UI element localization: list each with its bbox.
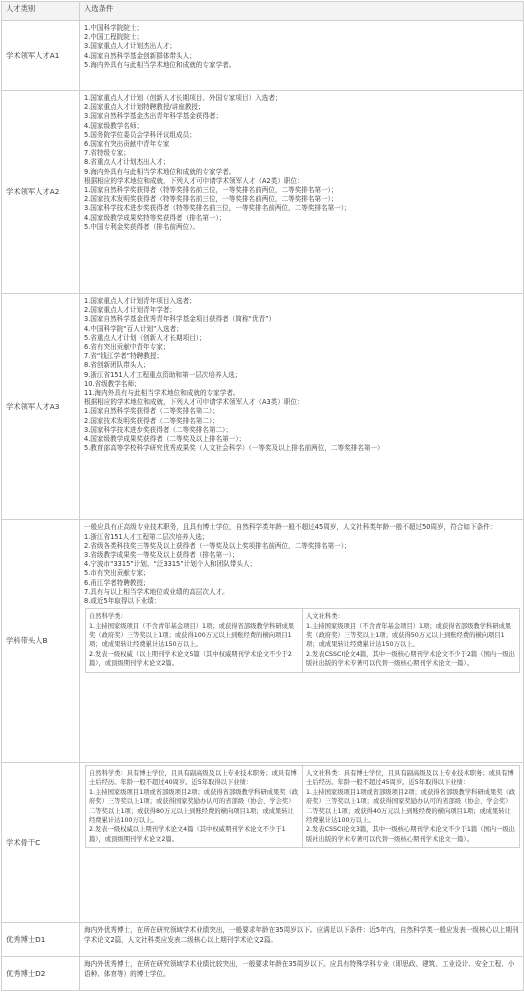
subcategory-table xyxy=(85,608,520,672)
condition-text: 海内外优秀博士，在所在研究领域学术业绩突出，一般要求年龄在35周岁以下。应满足以下条件：近5年内，自然科学类一般应发表一级核心以上期刊学术论文2篇，人文社科类应发表二级核心以上期刊学术论文2篇。 xyxy=(84,926,519,944)
row-label: 学术领军人才A2 xyxy=(2,91,80,294)
table-row xyxy=(2,91,524,294)
row-content xyxy=(80,957,524,991)
humanities-cell xyxy=(303,766,520,848)
table-row xyxy=(2,763,524,923)
row-label: 学术领军人才A1 xyxy=(2,21,80,91)
cell-paragraph: 2.发表CSSCI论文3篇，其中一级核心期刊学术论文不少于1篇（国内一级出版社出版的学术专著可以代替一级核心期刊学术论文一篇）。 xyxy=(306,826,515,843)
table-row xyxy=(2,520,524,763)
condition-item: 3.国家科学技术进步奖获得者（二等奖排名第二）； xyxy=(84,425,233,434)
condition-item: 2.省级各类科技奖三等奖及以上获得者（一等奖及以上奖项排名前两位，二等奖排名第一）； xyxy=(84,541,351,550)
condition-item: 1.浙江省151人才工程第二层次培养人选； xyxy=(84,532,209,541)
condition-item: 4.国家自然科学基金创新群体带头人； xyxy=(84,51,196,60)
row-content xyxy=(80,91,524,294)
condition-item: 6.国家有突出贡献中青年专家 xyxy=(84,140,170,149)
header-conditions: 入选条件 xyxy=(80,2,524,21)
condition-item: 4.国家级教学成果奖特等奖获得者（排名第一）； xyxy=(84,213,226,222)
condition-item: 3.国家自然科学基金杰出青年科学基金获得者； xyxy=(84,112,223,121)
condition-item: 7.省特级专家； xyxy=(84,149,130,158)
condition-item: 2.国家技术发明奖获得者（二等奖排名第二）； xyxy=(84,416,219,425)
condition-item: 8.省创新团队带头人； xyxy=(84,361,150,370)
cell-paragraph: 自然科学类：具有博士学位，且具有副高级及以上专业技术职务；或具有博士后经历。年龄一般不超过40周岁。近5年取得以下业绩： xyxy=(89,770,297,787)
cell-paragraph: 2.发表一级权威（以上期刊学术论文5篇（其中权威期刊学术论文不少于2篇），或顶级期刊学术论文2篇。 xyxy=(89,650,292,668)
condition-list xyxy=(84,94,519,232)
cell-paragraph: 1.主持国家级项目（不含青年基金项目）1项；或获得省部级教学科研成果奖（政府奖）三等奖以上1项；或获得100万元以上到账经费的横向项目1项；或成果转让经费累计达150万以上。 xyxy=(89,622,295,649)
condition-item: 2.国家重点人才计划青年学者； xyxy=(84,306,177,315)
condition-item: 1.国家自然科学奖获得者（二等奖排名第二）； xyxy=(84,407,219,416)
condition-item: 根据相应的学术地位和成就，下列人才可申请学术领军人才（A3类）职位： xyxy=(84,398,304,407)
condition-item: 5.国务院学位委员会学科评议组成员； xyxy=(84,130,196,139)
condition-item: 9.海内外具有与此相当学术地位和成就的专家学者。 xyxy=(84,167,236,176)
table-row xyxy=(2,957,524,991)
condition-list xyxy=(84,24,519,70)
condition-item: 5.教育部高等学校科学研究优秀成果奖（人文社会科学）（一等奖及以上排名前两位，二等奖排名第一） xyxy=(84,444,384,453)
condition-item: 5.海内外具有与此相当学术地位和成就的专家学者。 xyxy=(84,60,236,69)
natural-science-cell xyxy=(86,609,303,672)
natural-science-cell xyxy=(86,766,303,848)
row-content xyxy=(80,763,524,923)
row-label: 学术领军人才A3 xyxy=(2,294,80,520)
condition-item: 1.中国科学院院士； xyxy=(84,24,144,32)
header-category: 人才类别 xyxy=(2,2,80,21)
condition-item: 2.国家重点人才计划特聘教授/讲座教授； xyxy=(84,103,205,112)
row-label: 优秀博士D2 xyxy=(2,957,80,991)
row-content xyxy=(80,21,524,91)
condition-item: 3.国家重点人才计划杰出人才； xyxy=(84,42,177,51)
table-row xyxy=(86,609,520,672)
row-label: 学科带头人B xyxy=(2,520,80,763)
condition-item: 9.浙江省151人才工程重点资助和第一层次培养人选； xyxy=(84,370,242,379)
condition-item: 3.省级教学成果奖一等奖及以上获得者（排名第一）； xyxy=(84,551,239,559)
condition-item: 8.省重点人才计划杰出人才； xyxy=(84,158,170,167)
condition-item: 10.省级教学名师； xyxy=(84,379,141,388)
condition-item: 4.中国科学院“百人计划”入选者； xyxy=(84,324,183,333)
cell-paragraph: 人文社科类：具有博士学位，且具有副高级及以上专业技术职务；或具有博士后经历。年龄一般不超过45周岁。近5年取得以下业绩： xyxy=(306,770,514,787)
cell-paragraph: 2.发表CSSCI论文4篇，其中一级核心期刊学术论文不少于2篇（国内一级出版社出版的学术专著可以代替一级核心期刊学术论文一篇）。 xyxy=(306,650,515,668)
cell-paragraph: 2.发表一级权威以上期刊学术论文4篇（其中权威期刊学术论文不少于1篇），或顶级期刊学术论文2篇。 xyxy=(89,826,286,843)
condition-item: 1.国家自然科学奖获得者（特等奖排名前三位，一等奖排名前两位，二等奖排名第一）； xyxy=(84,186,338,195)
cell-paragraph: 自然科学类： xyxy=(89,613,127,621)
table-row xyxy=(2,294,524,520)
condition-item: 2.中国工程院院士； xyxy=(84,33,144,42)
condition-item: 8.或近5年取得以下业绩： xyxy=(84,597,161,606)
table-row xyxy=(2,21,524,91)
condition-item: 根据相应的学术地位和成就，下列人才可申请学术领军人才（A2类）职位： xyxy=(84,176,304,185)
condition-list xyxy=(84,297,519,453)
condition-item: 1.国家重点人才计划青年项目入选者； xyxy=(84,297,196,305)
row-content xyxy=(80,520,524,763)
condition-item: 5.省重点人才计划（创新人才长期项目）； xyxy=(84,333,206,342)
row-label: 优秀博士D1 xyxy=(2,923,80,957)
condition-text: 海内外优秀博士，在所在研究领域学术业绩比较突出，一般要求年龄在35周岁以下。应具有特殊学科专业（即思政、建筑、工业设计、安全工程、小语种、体育等）的博士学位。 xyxy=(84,960,515,978)
humanities-cell xyxy=(303,609,520,672)
cell-paragraph: 1.主持国家级项目（不含青年基金项目）1项；或获得省部级教学科研成果奖（政府奖）三等奖以上1项；或获得50万元以上到账经费的横向项目1项；或成果转让经费累计达150万以上。 xyxy=(306,622,512,649)
condition-item: 7.具有与以上相当学术地位或业绩的高层次人才。 xyxy=(84,587,229,596)
row-label: 学术骨干C xyxy=(2,763,80,923)
condition-item: 5.中国专利金奖获得者（排名前两位）。 xyxy=(84,222,200,231)
condition-item: 11.海内外具有与此相当学术地位和成就的专家学者。 xyxy=(84,389,240,398)
condition-item: 2.国家技术发明奖获得者（特等奖排名前三位，一等奖排名前两位，二等奖排名第一）； xyxy=(84,195,338,204)
table-row xyxy=(86,766,520,848)
condition-item: 4.国家级教学成果奖获得者（二等奖及以上排名第一）； xyxy=(84,435,246,444)
condition-item: 1.国家重点人才计划（创新人才长期项目、外国专家项目）入选者； xyxy=(84,94,282,102)
condition-item: 7.省“钱江学者”特聘教授； xyxy=(84,352,164,361)
intro-text: 一般应具有正高级专业技术职务，且具有博士学位，自然科学类年龄一般不超过45周岁，人文社科类年龄一般不超过50周岁，符合如下条件： xyxy=(84,523,497,531)
condition-item: 3.国家自然科学基金优秀青年科学基金项目获得者（简称“优青”） xyxy=(84,315,276,324)
subcategory-table xyxy=(85,765,520,848)
cell-paragraph: 1.主持国家级项目1项或省部级项目2项；或获得省部级教学科研成果奖（政府奖）三等奖以上1项；或获得国家奖励办认可的省部级（协会、学会奖）二等奖以上1项；或获得40万元以上到账经费的横向项目1项；或成果转让经费累计达100万以上。 xyxy=(306,788,516,825)
table-row xyxy=(2,923,524,957)
condition-item: 3.国家科学技术进步奖获得者（特等奖排名前三位，一等奖排名前两位，二等奖排名第一）； xyxy=(84,204,351,213)
row-content xyxy=(80,294,524,520)
condition-list xyxy=(84,533,519,607)
condition-item: 6.省有突出贡献中青年专家； xyxy=(84,343,170,352)
cell-paragraph: 1.主持国家级项目1项或省部级项目2项；或获得省部级教学科研成果奖（政府奖）三等奖以上1项；或获得国家奖励办认可的省部级（协会、学会奖）二等奖以上1项；或获得80万元以上到账经费的横向项目1项；或成果转让经费累计达100万以上。 xyxy=(89,788,299,825)
condition-item: 5.市有突出贡献专家； xyxy=(84,569,150,578)
row-content xyxy=(80,923,524,957)
table-header-row xyxy=(2,2,524,21)
condition-item: 6.甬江学者特聘教授； xyxy=(84,578,150,587)
talent-table xyxy=(1,1,524,991)
condition-item: 4.宁波市“3315”计划、“泛3315”计划个人和团队带头人； xyxy=(84,560,257,569)
cell-paragraph: 人文社科类： xyxy=(306,613,344,621)
condition-item: 4.国家级教学名师； xyxy=(84,121,144,130)
